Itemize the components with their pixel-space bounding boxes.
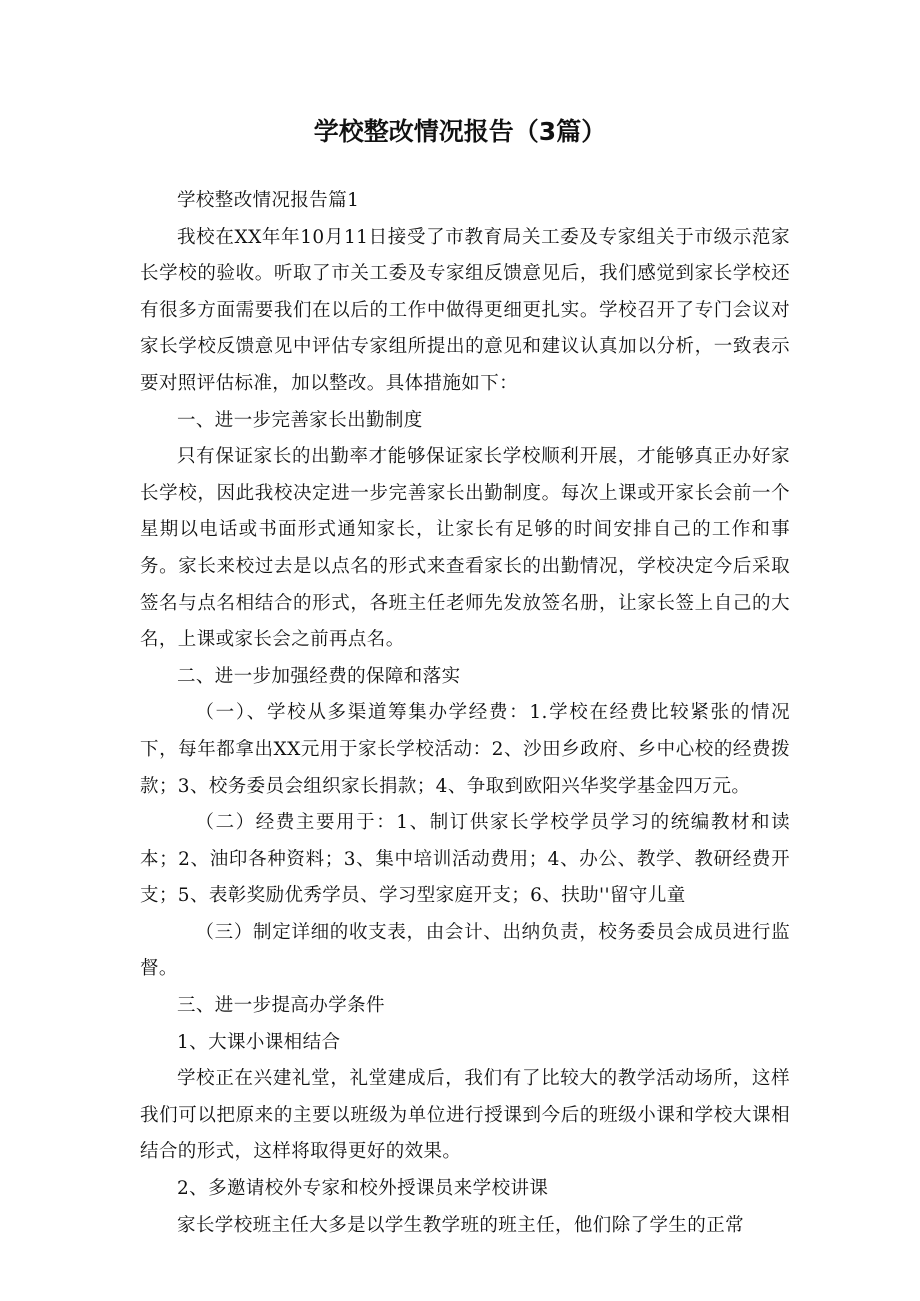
body-paragraph: 学校正在兴建礼堂，礼堂建成后，我们有了比较大的教学活动场所，这样我们可以把原来的主要以班级为单位进行授课到今后的班级小课和学校大课相结合的形式，这样将取得更好的效果。 bbox=[140, 1068, 790, 1163]
body-paragraph: 家长学校班主任大多是以学生教学班的班主任，他们除了学生的正常 bbox=[177, 1214, 745, 1236]
document-title: 学校整改情况报告（3篇） bbox=[313, 117, 607, 146]
subsection-heading: 1、大课小课相结合 bbox=[177, 1031, 341, 1053]
subsection-heading: 2、多邀请校外专家和校外授课员来学校讲课 bbox=[177, 1178, 549, 1200]
section-heading: 一、进一步完善家长出勤制度 bbox=[177, 409, 423, 431]
body-paragraph: 只有保证家长的出勤率才能够保证家长学校顺利开展，才能够真正办好家长学校，因此我校决定进一步完善家长出勤制度。每次上课或开家长会前一个星期以电话或书面形式通知家长，让家长有足够的时间安排自己的工作和事务。家长来校过去是以点名的形式来查看家长的出勤情况，学校决定今后采取签名与点名相结合的形式，各班主任老师先发放签名册，让家长签上自己的大名，上课或家长会之前再点名。 bbox=[140, 446, 790, 651]
body-paragraph: （三）制定详细的收支表，由会计、出纳负责，校务委员会成员进行监督。 bbox=[140, 921, 790, 980]
body-paragraph: （一）、学校从多渠道筹集办学经费：1.学校在经费比较紧张的情况下，每年都拿出XX元用于家长学校活动：2、沙田乡政府、乡中心校的经费拨款；3、校务委员会组织家长捐款；4、争取到欧阳兴华奖学基金四万元。 bbox=[140, 702, 790, 797]
body-paragraph: 我校在XX年年10月11日接受了市教育局关工委及专家组关于市级示范家长学校的验收。听取了市关工委及专家组反馈意见后，我们感觉到家长学校还有很多方面需要我们在以后的工作中做得更细更扎实。学校召开了专门会议对家长学校反馈意见中评估专家组所提出的意见和建议认真加以分析，一致表示要对照评估标准，加以整改。具体措施如下： bbox=[140, 226, 790, 394]
section-heading: 学校整改情况报告篇1 bbox=[177, 190, 360, 211]
document-body bbox=[140, 183, 790, 1244]
section-heading: 二、进一步加强经费的保障和落实 bbox=[177, 665, 461, 687]
body-paragraph: （二）经费主要用于：1、制订供家长学校学员学习的统编教材和读本；2、油印各种资料；3、集中培训活动费用；4、办公、教学、教研经费开支；5、表彰奖励优秀学员、学习型家庭开支；6、扶助''留守儿童 bbox=[140, 812, 790, 907]
section-heading: 三、进一步提高办学条件 bbox=[177, 995, 385, 1017]
